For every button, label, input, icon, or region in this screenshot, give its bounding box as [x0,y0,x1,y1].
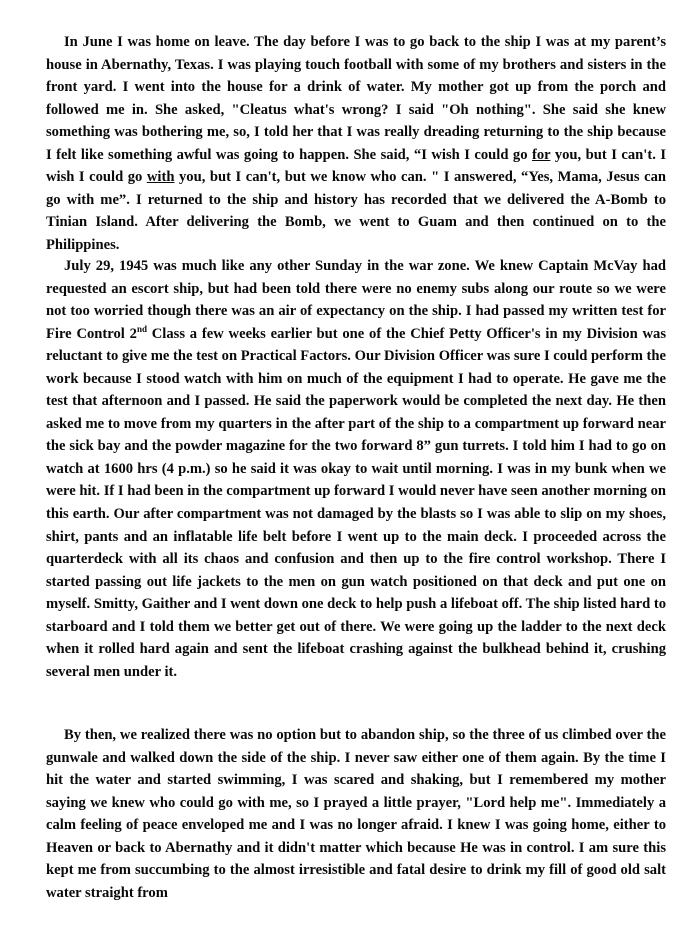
paragraph-text: Class a few weeks earlier but one of the Chief Petty Officer's in my Division was reluctant to give me the test on Practical Factors. Our Division Officer was sure I could perform the work because I stood watch with him on much of the equipment I had to operate. He gave me the test that afternoon and I passed. He said the paperwork would be completed the next day. He then asked me to move from my quarters in the after part of the ship to a compartment up forward near the sick bay and the powder magazine for the two forward 8” gun turrets. I told him I had to go on watch at 1600 hrs (4 p.m.) so he said it was okay to wait until morning. I was in my bunk when we were hit. If I had been in the compartment up forward I would never have seen another morning on this earth. Our after compartment was not damaged by the blasts so I was able to slip on my shoes, shirt, pants and an inflatable life belt before I went up to the main deck. I proceeded across the quarterdeck with all its chaos and confusion and then up to the fire control workshop. There I started passing out life jackets to the men on gun watch positioned on that deck and put one on myself. Smitty, Gaither and I went down one deck to help push a lifeboat off. The ship listed hard to starboard and I told them we better get out of there. We were going up the ladder to the next deck when it rolled hard again and sent the lifeboat crashing against the bulkhead behind it, crushing several men under it. [46,325,666,680]
paragraph-abandon-ship [46,724,666,904]
paragraph-text: In June I was home on leave. The day before I was to go back to the ship I was at my parent’s house in Abernathy, Texas. I was playing touch football with some of my brothers and sisters in the front yard. I went into the house for a drink of water. My mother got up from the porch and followed me in. She asked, "Cleatus what's wrong? I said "Oh nothing". She said she knew something was bothering me, so, I told her that I was really dreading returning to the ship because I felt like something awful was going to happen. She said, “I wish I could go [46,34,666,163]
paragraph-text: you, but I can't. I wish I could go [46,146,666,186]
superscript-text: nd [136,323,147,334]
paragraph-text: July 29, 1945 was much like any other Sunday in the war zone. We knew Captain McVay had requested an escort ship, but had been told there were no enemy subs along our route so we were not too worried though there was an air of expectancy on the ship. I had passed my written test for Fire Control 2 [46,258,666,342]
underlined-text: with [146,169,175,186]
underlined-text: for [531,146,551,163]
paragraph-text: By then, we realized there was no option but to abandon ship, so the three of us climbed over the gunwale and walked down the side of the ship. I never saw either one of them again. By the time I hit the water and started swimming, I was scared and shaking, but I remembered my mother saying we knew who could go with me, so I prayed a little prayer, "Lord help me". Immediately a calm feeling of peace enveloped me and I was no longer afraid. I knew I was going home, either to Heaven or back to Abernathy and it didn't matter which because He was in control. I am sure this kept me from succumbing to the almost irresistible and fatal desire to drink my fill of good old salt water straight from [46,727,666,901]
paragraph-july-29-1945 [46,255,666,683]
paragraph-text: you, but I can't, but we know who can. " I answered, “Yes, Mama, Jesus can go with me”. I returned to the ship and history has recorded that we delivered the A-Bomb to Tinian Island. After delivering the Bomb, we went to Guam and then continued on to the Philippines. [46,169,666,253]
paragraph-home-on-leave [46,31,666,256]
